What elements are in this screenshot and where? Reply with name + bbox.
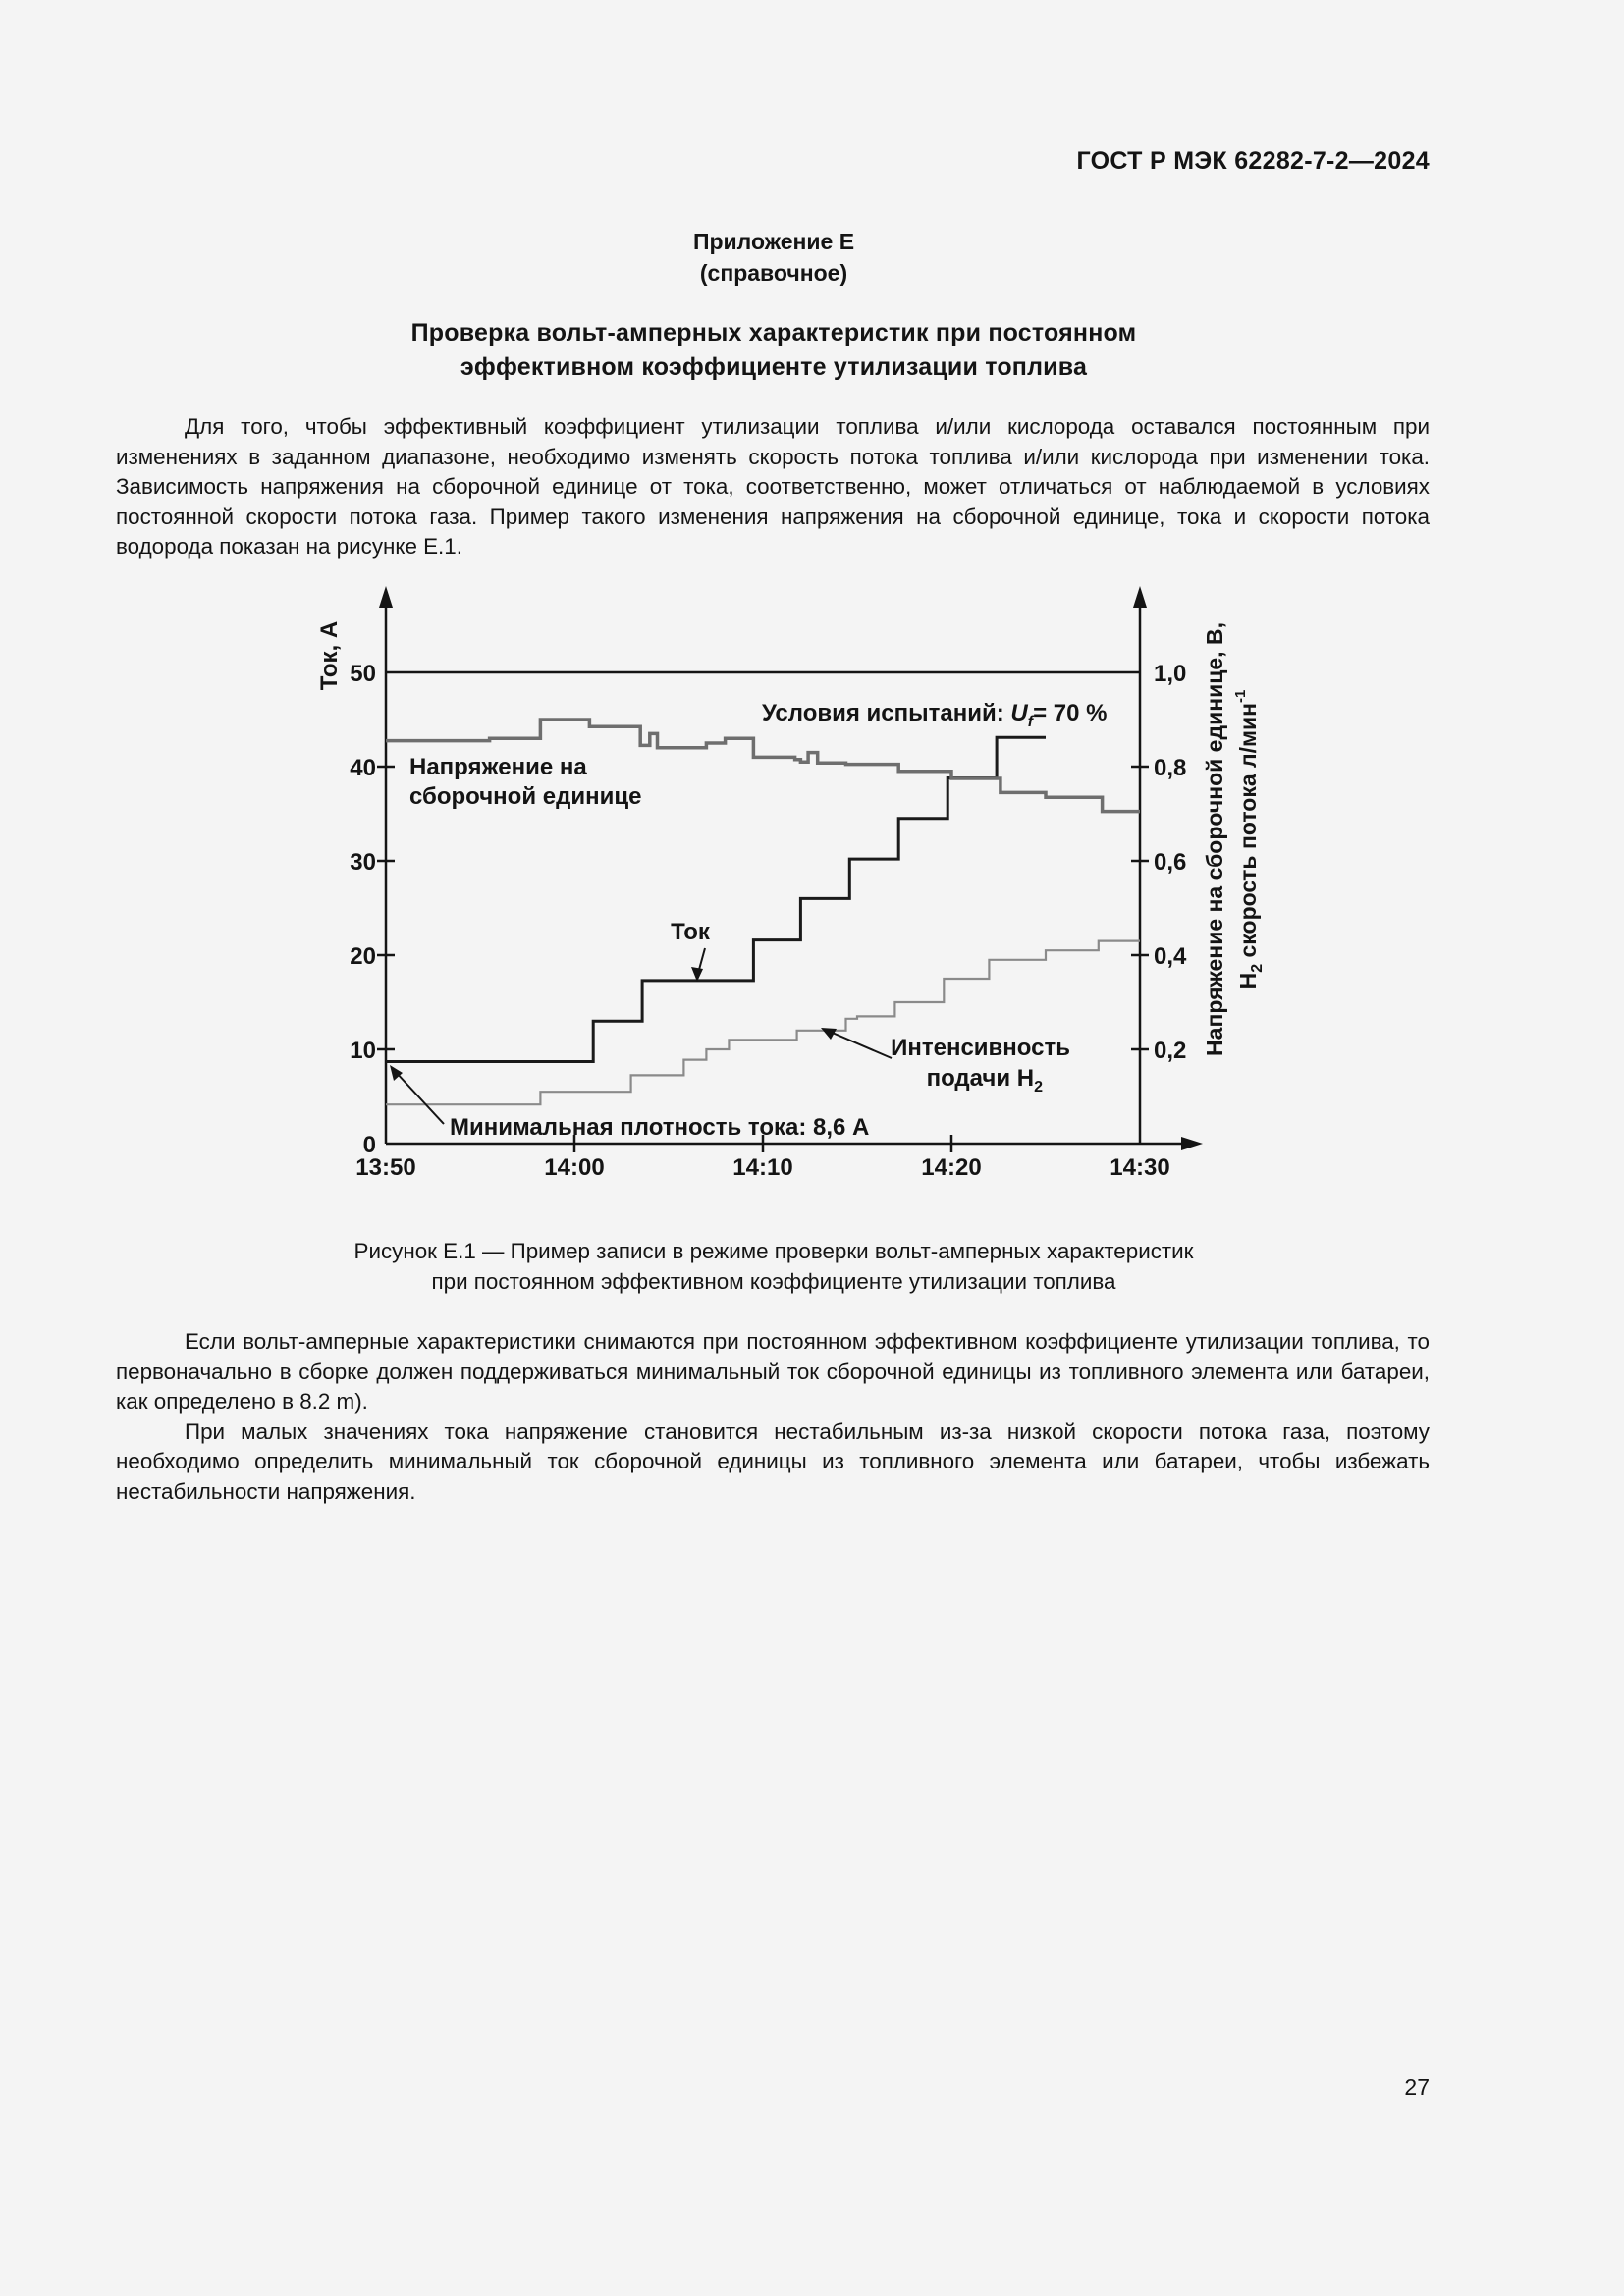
section-title-line2: эффективном коэффициенте утилизации топлива <box>460 353 1088 381</box>
x-tick-label: 14:10 <box>732 1154 793 1181</box>
y-left-axis-label: Ток, А <box>316 620 343 691</box>
y-left-tick-label: 20 <box>350 943 376 970</box>
y-left-tick-label: 10 <box>350 1038 376 1064</box>
voltage-annotation-line1: Напряжение на <box>409 754 587 780</box>
document-id-header: ГОСТ Р МЭК 62282-7-2—2024 <box>1076 147 1430 175</box>
y-left-axis-arrow <box>379 586 393 608</box>
h2-annotation-line1: Интенсивность <box>891 1035 1070 1061</box>
y-right-tick-label: 0,8 <box>1154 755 1187 781</box>
annex-heading <box>116 226 1432 289</box>
h2-arrow <box>821 1028 892 1058</box>
x-tick-label: 14:00 <box>544 1154 605 1181</box>
x-tick-label: 14:30 <box>1110 1154 1170 1181</box>
y-left-tick-label: 0 <box>362 1132 376 1158</box>
figure-caption-line2: при постоянном эффективном коэффициенте утилизации топлива <box>431 1268 1116 1294</box>
x-tick-label: 13:50 <box>355 1154 416 1181</box>
current-annotation: Ток <box>671 919 710 945</box>
annex-name: Приложение Е <box>692 229 855 254</box>
section-title-line1: Проверка вольт-амперных характеристик при постоянном <box>410 319 1137 347</box>
figure-caption <box>116 1237 1432 1297</box>
y-right-axis-label <box>1202 622 1266 1056</box>
y-left-tick-label: 50 <box>350 661 376 687</box>
voltage-annotation-line2: сборочной единице <box>409 783 642 810</box>
figure-e1-chart <box>0 579 1624 1207</box>
annex-kind: (справочное) <box>699 260 848 286</box>
y-left-tick-label: 30 <box>350 849 376 876</box>
body-paragraph-1: Если вольт-амперные характеристики снимаются при постоянном эффективном коэффициенте утилизации топлива, то первоначально в сборке должен поддерживаться минимальный ток сборочной единицы из топливного элемента или батареи, как определено в 8.2 m). <box>116 1329 1430 1414</box>
y-left-tick-label: 40 <box>350 755 376 781</box>
x-axis-arrow <box>1181 1137 1203 1150</box>
h2-annotation-line2: подачи $H_2$ <box>926 1065 1043 1095</box>
y-right-tick-label: 0,2 <box>1154 1038 1187 1064</box>
plot-frame <box>350 586 1203 1181</box>
figure-caption-line1: Рисунок Е.1 — Пример записи в режиме проверки вольт-амперных характеристик <box>353 1239 1194 1263</box>
y-right-tick-label: 1,0 <box>1154 661 1187 687</box>
intro-paragraph: Для того, чтобы эффективный коэффициент утилизации топлива и/или кислорода оставался постоянным при изменениях в заданном диапазоне, необходимо изменять скорость потока топлива и/или кислорода при изменении тока. Зависимость напряжения на сборочной единице от тока, соответственно, может отличаться от наблюдаемой в условиях постоянной скорости потока газа. Пример такого изменения напряжения на сборочной единице, тока и скорости потока водорода показан на рисунке Е.1. <box>116 414 1430 559</box>
body-paragraphs <box>116 1327 1430 1507</box>
min-current-arrow <box>390 1065 444 1124</box>
section-title <box>116 316 1432 385</box>
test-conditions-annotation: Условия испытаний: $U_f= 70$ % <box>762 700 1108 730</box>
min-current-annotation: Минимальная плотность тока: 8,6 А <box>450 1114 870 1141</box>
y-right-axis-label-line2: $H_2$ скорость потока л/мин$^{-1}$ <box>1232 689 1266 989</box>
y-right-tick-label: 0,4 <box>1154 943 1187 970</box>
current-arrow <box>691 948 705 982</box>
body-paragraph-2: При малых значениях тока напряжение становится нестабильным из-за низкой скорости потока газа, поэтому необходимо определить минимальный ток сборочной единицы из топливного элемента или батареи, чтобы избежать нестабильности напряжения. <box>116 1418 1430 1504</box>
x-tick-label: 14:20 <box>921 1154 982 1181</box>
y-right-axis-arrow <box>1133 586 1147 608</box>
y-right-axis-label-line1: Напряжение на сборочной единице, В, <box>1202 622 1227 1056</box>
page-number: 27 <box>1404 2074 1430 2100</box>
y-right-tick-label: 0,6 <box>1154 849 1187 876</box>
intro-paragraph-block <box>116 412 1430 562</box>
